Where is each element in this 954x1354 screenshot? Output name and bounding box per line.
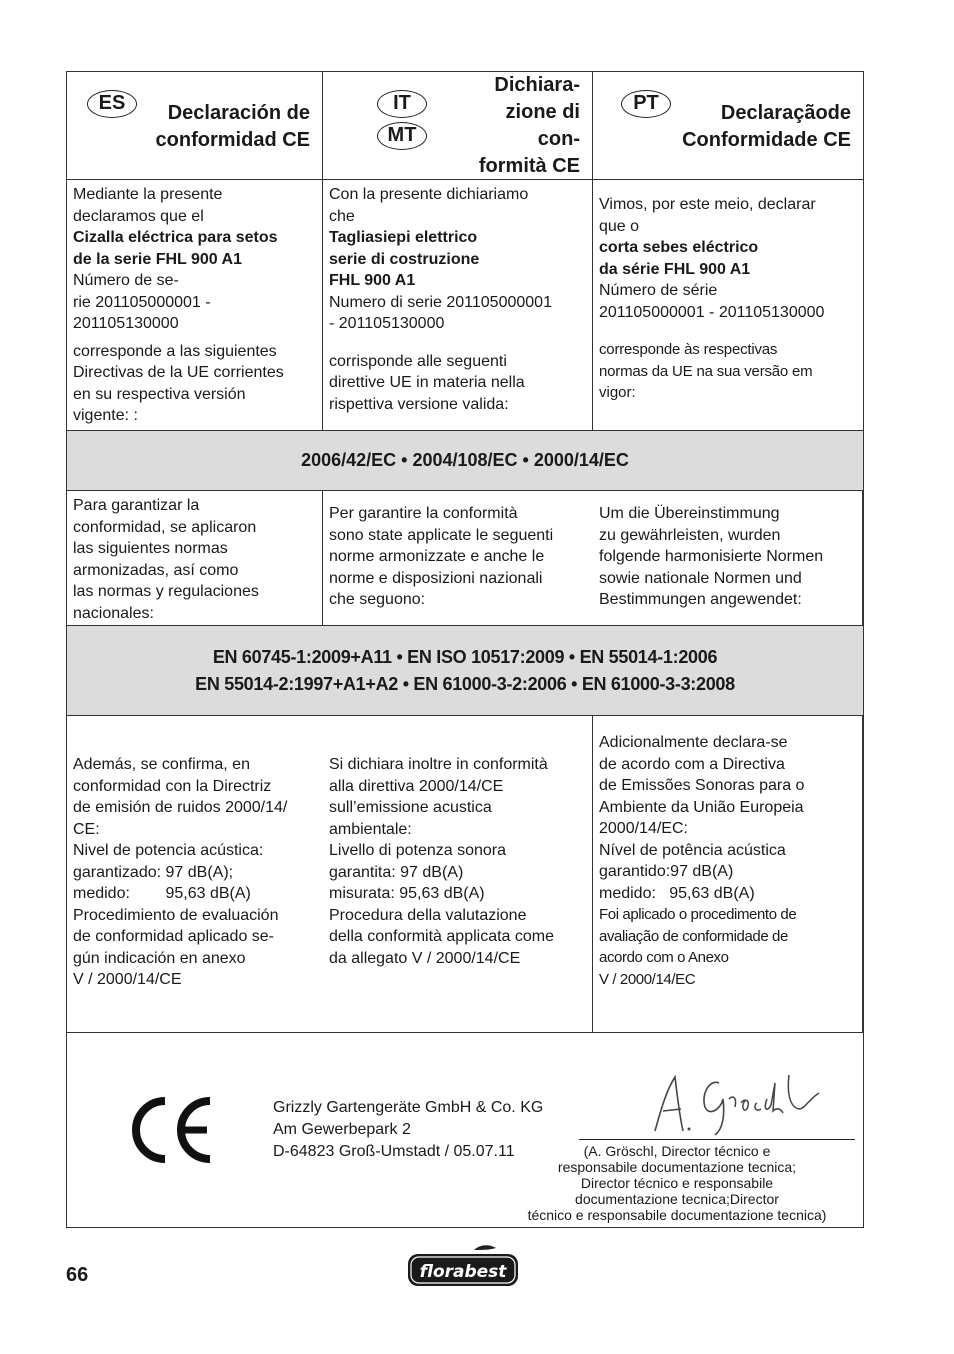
- norms-intro-es: Para garantizar la conformidad, se aplicaron las siguientes normas armonizadas, así como las normas y regulaciones nacionales:: [67, 491, 323, 626]
- badge-mt: MT: [377, 122, 427, 150]
- standards-band: [67, 626, 863, 716]
- badge-it: IT: [377, 90, 427, 118]
- page-number: 66: [66, 1264, 89, 1286]
- title-pt: Declaraçãode Conformidade CE: [682, 102, 851, 151]
- norms-intro-pt: Um die Übereinstimmung zu gewährleisten, wurden folgende harmonisierte Normen sowie nationale Normen und Bestimmungen angewendet:: [593, 491, 863, 626]
- noise-it: Si dichiara inoltre in conformità alla direttiva 2000/14/CE sull’emissione acustica ambientale: Livello di potenza sonora garantita: 97 dB(A) misurata: 95,63 dB(A) Procedura della valutazione della conformità applicata come da allegato V / 2000/14/CE: [323, 716, 593, 1033]
- declaration-table: [66, 71, 864, 1033]
- company-name: Grizzly Gartengeräte GmbH & Co. KG: [273, 1099, 544, 1116]
- ce-mark-icon: [127, 1093, 217, 1167]
- standards-line-1: EN 60745-1:2009+A11 • EN ISO 10517:2009 • EN 55014-1:2006: [212, 646, 718, 667]
- intro-pt: Vimos, por este meio, declarar que o corta sebes eléctrico da série FHL 900 A1 Número de série 201105000001 - 201105130000 corresponde às respectivas normas da UE na sua versão em vigor:: [593, 180, 863, 431]
- florabest-logo-icon: [406, 1244, 520, 1290]
- declaration-page: [66, 71, 864, 1227]
- svg-text:florabest: florabest: [419, 1262, 507, 1282]
- signatory-title: (A. Gröschl, Director técnico e responsabile documentazione tecnica; Director técnico e responsabile documentazione tecnica;Director técnico e responsabile documentazione tecnica): [527, 1143, 827, 1223]
- company-city-date: D-64823 Groß-Umstadt / 05.07.11: [273, 1143, 515, 1160]
- title-es: Declaración de conformidad CE: [155, 102, 310, 151]
- company-street: Am Gewerbepark 2: [273, 1121, 411, 1138]
- directives-band: [67, 431, 863, 491]
- norms-intro-it: Per garantire la conformità sono state applicate le seguenti norme armonizzate e anche le norme e disposizioni nazionali che seguono:: [323, 491, 593, 626]
- directives-list: 2006/42/EC • 2004/108/EC • 2000/14/EC: [301, 450, 629, 470]
- header-it: [323, 72, 593, 180]
- title-it: Dichiara- zione di con- formità CE: [478, 74, 580, 177]
- noise-pt: Adicionalmente declara-se de acordo com a Directiva de Emissões Sonoras para o Ambiente da União Europeia 2000/14/EC: Nível de potência acústica garantido:97 dB(A) medido: 95,63 dB(A) Foi aplicado o procedimento de avaliação de conformidade de acordo com o Anexo V / 2000/14/EC: [593, 716, 863, 1033]
- header-es: [67, 72, 323, 180]
- header-pt: [593, 72, 863, 180]
- intro-es: Mediante la presente declaramos que el Cizalla eléctrica para setos de la serie FHL 900 A1 Número de se- rie 201105000001 - 201105130000 corresponde a las siguientes Directivas de la UE corrientes en su respectiva versión vigente: :: [67, 180, 323, 431]
- badge-es: ES: [87, 90, 137, 118]
- badge-pt: PT: [621, 90, 671, 118]
- handwritten-signature: [649, 1069, 829, 1139]
- standards-line-2: EN 55014-2:1997+A1+A2 • EN 61000-3-2:2006 • EN 61000-3-3:2008: [195, 673, 735, 694]
- signature-line: [579, 1139, 855, 1140]
- signature-block: [66, 1032, 864, 1228]
- noise-es: Además, se confirma, en conformidad con la Directriz de emisión de ruidos 2000/14/ CE: Nivel de potencia acústica: garantizado: 97 dB(A); medido: 95,63 dB(A) Procedimiento de evaluación de conformidad aplicado se- gún indicación en anexo V / 2000/14/CE: [67, 716, 323, 1033]
- intro-it: Con la presente dichiariamo che Tagliasiepi elettrico serie di costruzione FHL 900 A1 Numero di serie 201105000001 - 201105130000 corrisponde alle seguenti direttive UE in materia nella rispettiva versione valida:: [323, 180, 593, 431]
